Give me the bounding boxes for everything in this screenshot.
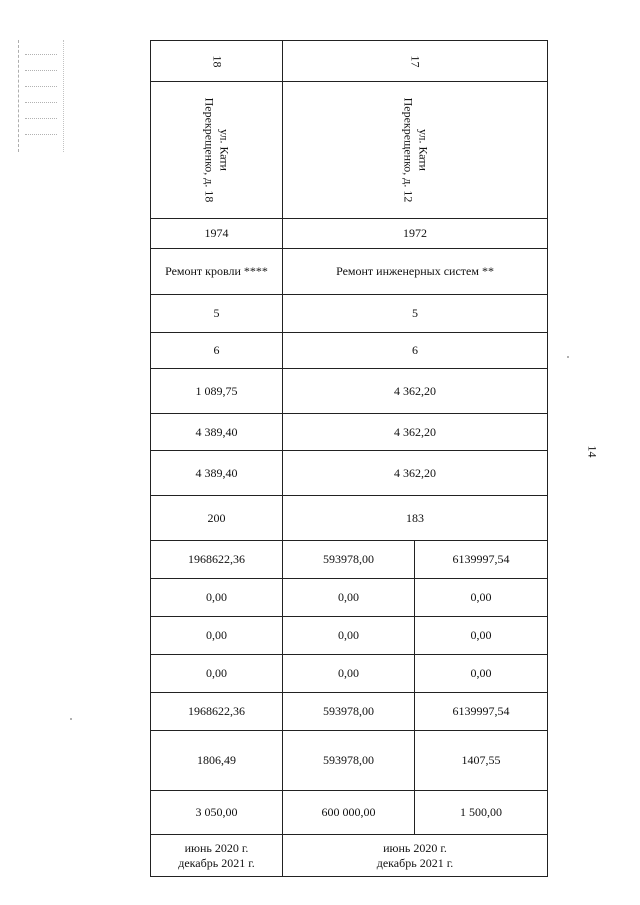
limit-cost-cell: 1 500,00 [415,791,548,835]
unit-cost-cell: 593978,00 [283,731,415,791]
table-row [151,219,548,249]
table-row [151,249,548,295]
address-line: ул. Кати [415,128,430,171]
residents-cell: 183 [283,496,548,541]
col-number: 17 [408,55,423,67]
fund-cell: 0,00 [415,655,548,693]
unit-cost-cell: 1407,55 [415,731,548,791]
address-line: Перекрещенко, д. 18 [202,97,217,203]
table-row [151,617,548,655]
table-row [151,655,548,693]
table-row [151,496,548,541]
table-row [151,835,548,877]
table-row [151,369,548,414]
work-type-cell: Ремонт кровли **** [151,249,283,295]
fund-cell: 1968622,36 [151,693,283,731]
period-cell [151,835,283,877]
period-end: декабрь 2021 г. [178,855,255,870]
fund-cell: 0,00 [151,617,283,655]
scan-speck [70,718,72,720]
limit-cost-cell: 600 000,00 [283,791,415,835]
year-cell: 1972 [283,219,548,249]
table-row [151,333,548,369]
cost-cell: 1968622,36 [151,541,283,579]
limit-cost-cell: 3 050,00 [151,791,283,835]
fund-cell: 6139997,54 [415,693,548,731]
fund-cell: 0,00 [283,655,415,693]
fund-cell: 0,00 [151,655,283,693]
address-text [201,98,231,203]
table-row [151,579,548,617]
address-cell [283,82,548,219]
table-row [151,295,548,333]
repair-schedule-table [150,40,548,877]
fund-cell: 593978,00 [283,693,415,731]
table-row [151,41,548,82]
fund-cell: 0,00 [283,579,415,617]
col-number-cell [151,41,283,82]
residents-cell: 200 [151,496,283,541]
table-row [151,791,548,835]
col-number: 18 [210,55,224,67]
scan-speck [567,356,569,358]
page-number: 14 [585,445,600,458]
area-cell: 4 389,40 [151,414,283,451]
floors-cell: 5 [151,295,283,333]
period-end: декабрь 2021 г. [376,855,454,870]
unit-cost-cell: 1806,49 [151,731,283,791]
table-row [151,541,548,579]
address-line: ул. Кати [217,128,232,171]
table-row [151,693,548,731]
table-row [151,82,548,219]
address-text [400,98,430,203]
fund-cell: 0,00 [151,579,283,617]
table-row [151,414,548,451]
col-number-cell [283,41,548,82]
area-cell: 4 389,40 [151,451,283,496]
floors-cell: 5 [283,295,548,333]
entrances-cell: 6 [283,333,548,369]
year-cell: 1974 [151,219,283,249]
area-cell: 1 089,75 [151,369,283,414]
fund-cell: 0,00 [283,617,415,655]
period-cell [283,835,548,877]
address-cell [151,82,283,219]
cost-cell: 593978,00 [283,541,415,579]
table-row [151,731,548,791]
address-line: Перекрещенко, д. 12 [400,97,415,203]
work-type-cell: Ремонт инженерных систем ** [283,249,548,295]
cost-cell: 6139997,54 [415,541,548,579]
fund-cell: 0,00 [415,579,548,617]
area-cell: 4 362,20 [283,451,548,496]
table-row [151,451,548,496]
entrances-cell: 6 [151,333,283,369]
faded-stamp [18,40,64,152]
area-cell: 4 362,20 [283,369,548,414]
period-start: июнь 2020 г. [383,840,447,855]
area-cell: 4 362,20 [283,414,548,451]
period-start: июнь 2020 г. [184,840,249,855]
fund-cell: 0,00 [415,617,548,655]
